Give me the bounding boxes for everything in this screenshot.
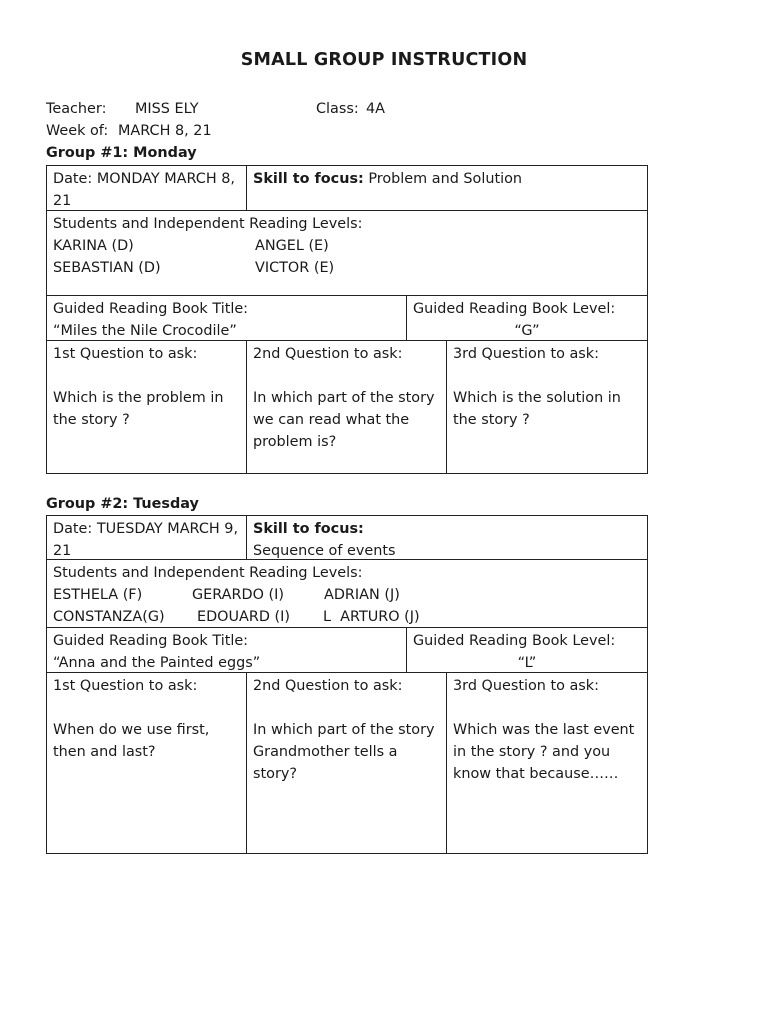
group1-book-level-label: Guided Reading Book Level: bbox=[413, 301, 616, 317]
group2-student: L ARTURO (J) bbox=[323, 609, 420, 625]
week-label: Week of: bbox=[46, 123, 109, 139]
group1-heading: Group #1: Monday bbox=[46, 145, 197, 161]
group1-student: ANGEL (E) bbox=[255, 238, 329, 254]
group1-q3-cell bbox=[446, 340, 648, 474]
group2-student: EDOUARD (I) bbox=[197, 609, 291, 625]
group2-students-cell bbox=[46, 559, 648, 628]
group2-q3-label: 3rd Question to ask: bbox=[453, 678, 599, 694]
group1-q2-label: 2nd Question to ask: bbox=[253, 346, 403, 362]
group2-book-level-cell bbox=[406, 627, 648, 673]
group1-student: VICTOR (E) bbox=[255, 260, 335, 276]
group2-skill-value: Sequence of events bbox=[253, 543, 396, 559]
group1-student: SEBASTIAN (D) bbox=[53, 260, 161, 276]
group1-book-level-cell bbox=[406, 295, 648, 341]
group1-date-cell bbox=[46, 165, 247, 211]
group1-skill-label: Skill to focus: bbox=[253, 171, 364, 187]
group2-q3-cell bbox=[446, 672, 648, 854]
group2-student: GERARDO (I) bbox=[192, 587, 284, 603]
group2-q2-text: In which part of the story Grandmother tells a story? bbox=[253, 722, 435, 782]
group1-book-title-label: Guided Reading Book Title: bbox=[53, 301, 249, 317]
teacher-label: Teacher: bbox=[46, 101, 107, 117]
group2-skill-label: Skill to focus: bbox=[253, 521, 364, 537]
week-value: MARCH 8, 21 bbox=[118, 123, 212, 139]
group2-student: ADRIAN (J) bbox=[324, 587, 400, 603]
group2-book-title-cell bbox=[46, 627, 407, 673]
group1-students-label: Students and Independent Reading Levels: bbox=[53, 216, 363, 232]
group2-date-label: Date: bbox=[53, 521, 93, 537]
group1-q1-text: Which is the problem in the story ? bbox=[53, 390, 224, 428]
group1-q1-label: 1st Question to ask: bbox=[53, 346, 198, 362]
group1-q3-text: Which is the solution in the story ? bbox=[453, 390, 621, 428]
teacher-name: MISS ELY bbox=[135, 101, 199, 117]
group1-q2-cell bbox=[246, 340, 447, 474]
group1-q1-cell bbox=[46, 340, 247, 474]
group2-q2-cell bbox=[246, 672, 447, 854]
group1-q2-text: In which part of the story we can read what the problem is? bbox=[253, 390, 435, 450]
group1-skill-cell bbox=[246, 165, 648, 211]
group1-student: KARINA (D) bbox=[53, 238, 134, 254]
group2-q1-text: When do we use first, then and last? bbox=[53, 722, 210, 760]
group2-skill-cell bbox=[246, 515, 648, 560]
group1-book-title-cell bbox=[46, 295, 407, 341]
group1-date-value: MONDAY MARCH 8, 21 bbox=[53, 171, 235, 209]
group2-q3-text: Which was the last event in the story ? and you know that because…… bbox=[453, 722, 635, 782]
group2-date-value: TUESDAY MARCH 9, 21 bbox=[53, 521, 239, 559]
group1-book-level: “G” bbox=[514, 323, 540, 339]
group2-book-title: “Anna and the Painted eggs” bbox=[53, 655, 261, 671]
group2-q1-cell bbox=[46, 672, 247, 854]
group2-student: CONSTANZA(G) bbox=[53, 609, 165, 625]
group2-book-level-label: Guided Reading Book Level: bbox=[413, 633, 616, 649]
group1-q3-label: 3rd Question to ask: bbox=[453, 346, 599, 362]
document-title: SMALL GROUP INSTRUCTION bbox=[240, 50, 528, 70]
class-label: Class: bbox=[316, 101, 359, 117]
group1-date-label: Date: bbox=[53, 171, 93, 187]
class-value: 4A bbox=[366, 101, 386, 117]
group2-heading: Group #2: Tuesday bbox=[46, 496, 199, 512]
group1-skill-value: Problem and Solution bbox=[368, 171, 523, 187]
group2-book-title-label: Guided Reading Book Title: bbox=[53, 633, 249, 649]
group2-student: ESTHELA (F) bbox=[53, 587, 143, 603]
group2-students-label: Students and Independent Reading Levels: bbox=[53, 565, 363, 581]
group2-date-cell bbox=[46, 515, 247, 560]
group2-q2-label: 2nd Question to ask: bbox=[253, 678, 403, 694]
group2-q1-label: 1st Question to ask: bbox=[53, 678, 198, 694]
group2-book-level: “L” bbox=[517, 655, 537, 671]
group1-students-cell bbox=[46, 210, 648, 296]
group1-book-title: “Miles the Nile Crocodile” bbox=[53, 323, 237, 339]
